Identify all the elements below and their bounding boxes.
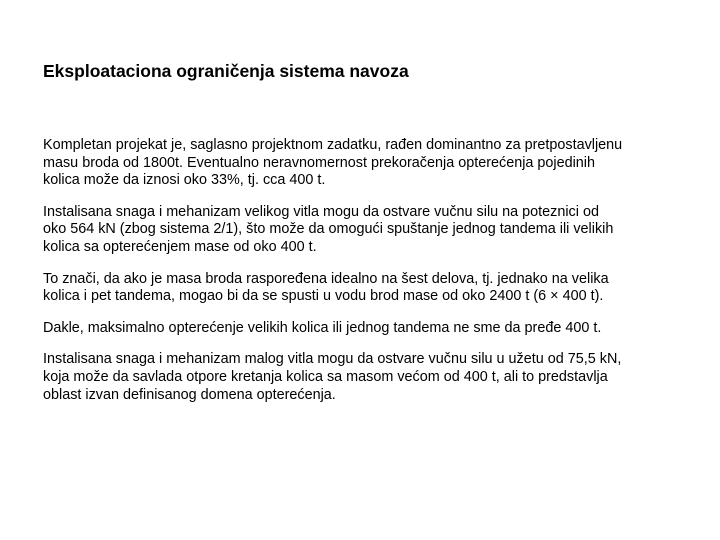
paragraph-2 bbox=[43, 204, 703, 257]
paragraph-5-line-2: koja može da savlada otpore kretanja kolica sa masom većom od 400 t, ali to predstavlja bbox=[43, 368, 608, 385]
paragraph-5-line-1: Instalisana snaga i mehanizam malog vitla mogu da ostvare vučnu silu u užetu od 75,5 kN, bbox=[43, 351, 622, 368]
paragraph-3-line-2: kolica i pet tandema, mogao bi da se spusti u vodu brod mase od oko 2400 t (6 × 400 t). bbox=[43, 288, 604, 305]
paragraph-1-line-2: masu broda od 1800t. Eventualno neravnomernost prekoračenja opterećenja pojedinih bbox=[43, 154, 596, 171]
paragraph-3 bbox=[43, 271, 703, 306]
paragraph-1-line-1: Kompletan projekat je, saglasno projektnom zadatku, rađen dominantno za pretpostavljenu bbox=[43, 137, 623, 153]
paragraph-4 bbox=[43, 320, 703, 338]
slide-title: Eksploataciona ograničenja sistema navoza bbox=[43, 61, 409, 81]
slide-body bbox=[43, 137, 703, 418]
paragraph-1-line-3: kolica može da iznosi oko 33%, tj. cca 400 t. bbox=[43, 172, 326, 189]
paragraph-2-line-1: Instalisana snaga i mehanizam velikog vitla mogu da ostvare vučnu silu na poteznici od bbox=[43, 203, 599, 220]
paragraph-2-line-2: oko 564 kN (zbog sistema 2/1), što može da omogući spuštanje jednog tandema ili velikih bbox=[43, 221, 614, 238]
paragraph-5-line-3: oblast izvan definisanog domena opterećenja. bbox=[43, 386, 336, 403]
paragraph-2-line-3: kolica sa opterećenjem mase od oko 400 t. bbox=[43, 238, 317, 255]
paragraph-5 bbox=[43, 351, 703, 404]
paragraph-3-line-1: To znači, da ako je masa broda raspoređena idealno na šest delova, tj. jednako na velika bbox=[43, 270, 609, 287]
paragraph-4-line-1: Dakle, maksimalno opterećenje velikih kolica ili jednog tandema ne sme da pređe 400 t. bbox=[43, 319, 602, 336]
paragraph-1 bbox=[43, 137, 703, 190]
